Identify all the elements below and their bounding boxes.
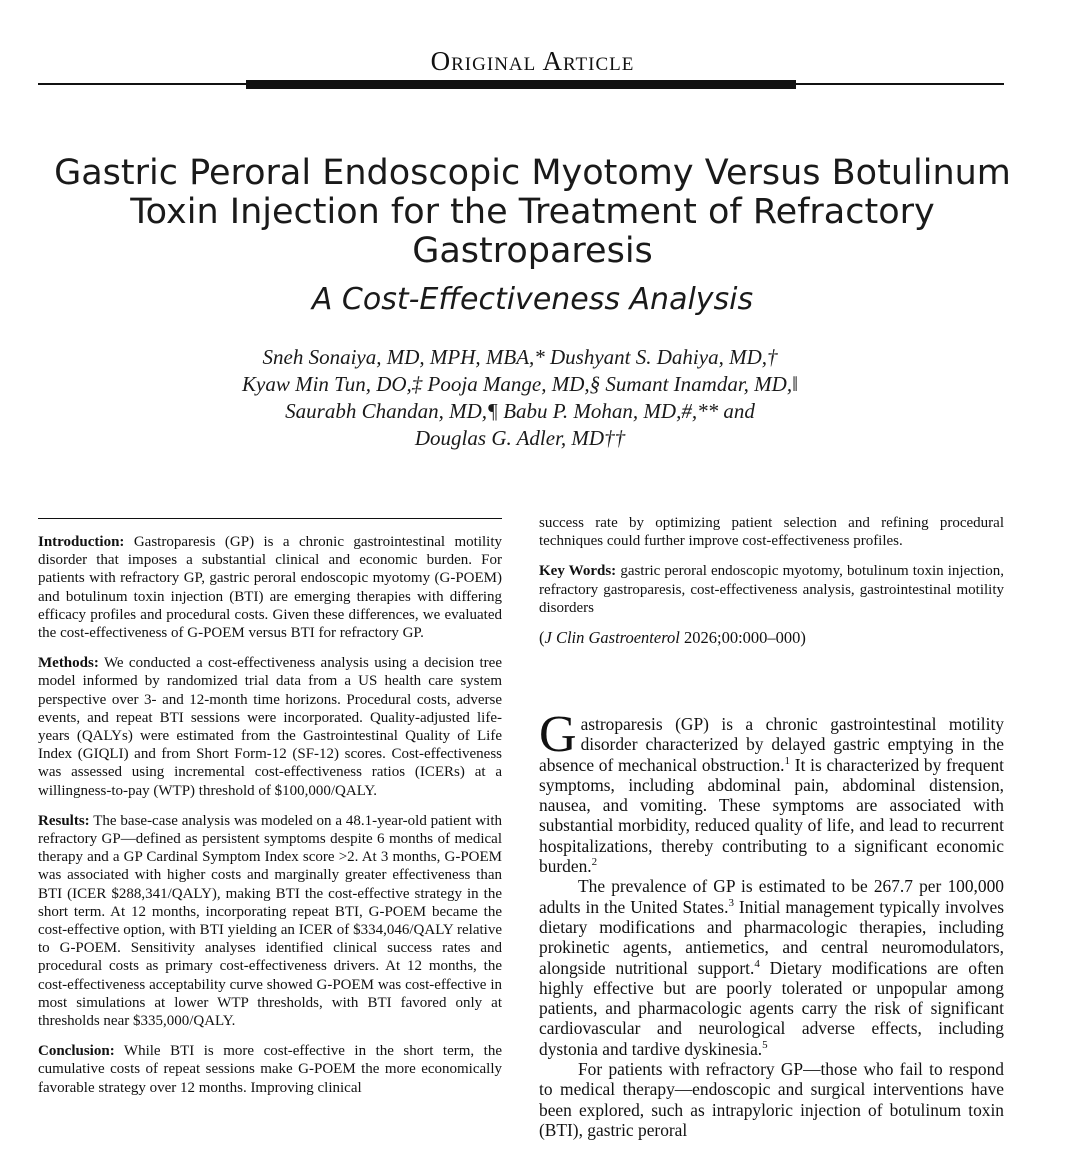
conclusion-label: Conclusion:: [38, 1043, 115, 1060]
abstract-results: [38, 812, 502, 1030]
citation-open: (: [539, 628, 545, 648]
reference-marker: 2: [591, 856, 598, 869]
article-subtitle: A Cost-Effectiveness Analysis: [311, 282, 754, 317]
citation: [539, 629, 1004, 647]
author-line: Sneh Sonaiya, MD, MPH, MBA,* Dushyant S. Dahiya, MD,†: [262, 345, 778, 369]
abstract-rule: [38, 518, 502, 519]
conclusion-continued: success rate by optimizing patient selection and refining procedural techniques could further improve cost-effectiveness profiles.: [539, 515, 1004, 550]
section-header: Original Article: [430, 46, 635, 76]
body-text-span: astroparesis (GP) is a chronic gastrointestinal motility disorder characterized by delayed gastric emptying in the absence of mechanical obstruction.: [539, 714, 1004, 775]
title-line: Toxin Injection for the Treatment of Refractory: [130, 192, 935, 232]
body-paragraph: For patients with refractory GP—those who fail to respond to medical therapy—endoscopic and surgical interventions have been explored, such as intrapyloric injection of botulinum toxin (BTI), gastric peroral: [539, 1059, 1004, 1140]
citation-details: 2026;00:000–000): [683, 628, 806, 648]
results-text: The base-case analysis was modeled on a 48.1-year-old patient with refractory GP—defined as persistent symptoms despite 6 months of medical therapy and a GP Cardinal Symptom Index score >2. At 3 months, G-POEM was associated with higher costs and marginally greater effectiveness than BTI (ICER $288,341/QALY), making BTI the cost-effective strategy in the short term. At 12 months, incorporating repeat BTI, G-POEM became the cost-effective option, with BTI yielding an ICER of $334,046/QALY relative to G-POEM. Sensitivity analyses identified clinical success rates and procedural costs as primary cost-effectiveness drivers. At 12 months, the cost-effectiveness acceptability curve showed G-POEM was cost-effective in most simulations at lower WTP thresholds, with BTI favored only at thresholds near $335,000/QALY.: [38, 812, 502, 1030]
author-line: Saurabh Chandan, MD,¶ Babu P. Mohan, MD,#,** and: [285, 399, 755, 423]
reference-marker: 3: [728, 896, 734, 909]
introduction-label: Introduction:: [38, 534, 125, 550]
abstract-introduction: [38, 533, 502, 642]
introduction-text: Gastroparesis (GP) is a chronic gastrointestinal motility disorder that imposes a substantial clinical and economic burden. For patients with refractory GP, gastric peroral endoscopic myotomy (G-POEM) and botulinum toxin injection (BTI) are emerging therapies with differing efficacy profiles and procedural costs. Given these differences, we evaluated the cost-effectiveness of G-POEM versus BTI for refractory GP.: [38, 534, 503, 642]
body-paragraph: [539, 706, 1004, 877]
title-line: Gastroparesis: [412, 231, 653, 271]
header-rule-thick: [246, 80, 796, 89]
article-title: [40, 154, 1025, 271]
reference-marker: 1: [784, 754, 791, 767]
abstract-conclusion: [38, 1042, 502, 1097]
conclusion-text: While BTI is more cost-effective in the short term, the cumulative costs of repeat sessions make G-POEM the more economically favorable strategy over 12 months. Improving clinical: [38, 1043, 502, 1096]
reference-marker: 4: [754, 957, 760, 970]
abstract-right-column: [539, 514, 1004, 659]
methods-text: We conducted a cost-effectiveness analysis using a decision tree model informed by randomized trial data from a US health care system perspective over 3- and 12-month time horizons. Procedural costs, adverse events, and repeat BTI sessions were incorporated. Quality-adjusted life-years (QALYs) were estimated from the Gastrointestinal Quality of Life Index (GIQLI) and from Short Form-12 (SF-12) scores. Cost-effectiveness was assessed using incremental cost-effectiveness ratios (ICERs) at a willingness-to-pay (WTP) threshold of $100,000/QALY.: [38, 655, 502, 799]
body-paragraph: [539, 876, 1004, 1059]
body-text-span: It is characterized by frequent symptoms, including abdominal pain, abdominal distension, nausea, and vomiting. These symptoms are associated with substantial morbidity, reduced quality of life, and lead to recurrent hospitalizations, thereby contributing to a significant economic burden.: [539, 754, 1004, 877]
keywords-label: Key Words:: [539, 563, 617, 580]
methods-label: Methods:: [38, 655, 99, 672]
abstract-left-column: [38, 533, 502, 1109]
body-text-span: Initial management typically involves dietary modifications and pharmacologic therapies, including prokinetic agents, antiemetics, and central neuromodulators, alongside nutritional support.: [539, 896, 1004, 978]
author-list: [0, 344, 1040, 452]
results-label: Results:: [38, 812, 90, 829]
keywords: [539, 562, 1004, 617]
drop-cap: G: [539, 706, 577, 763]
author-line: Douglas G. Adler, MD††: [414, 426, 626, 450]
body-text: [539, 706, 1004, 1140]
title-line: Gastric Peroral Endoscopic Myotomy Versus Botulinum: [54, 153, 1011, 193]
journal-name: J Clin Gastroenterol: [544, 628, 680, 648]
body-text-span: The prevalence of GP is estimated to be 267.7 per 100,000 adults in the United States.: [539, 876, 1004, 917]
reference-marker: 5: [762, 1038, 768, 1051]
abstract-methods: [38, 654, 502, 800]
keywords-text: gastric peroral endoscopic myotomy, botulinum toxin injection, refractory gastroparesis, cost-effectiveness analysis, gastrointestinal motility disorders: [539, 563, 1005, 616]
body-text-span: Dietary modifications are often highly effective but are poorly tolerated or unpopular among patients, and pharmacologic agents carry the risk of significant cardiovascular and neurological adverse effects, including dystonia and tardive dyskinesia.: [539, 957, 1004, 1059]
author-line: Kyaw Min Tun, DO,‡ Pooja Mange, MD,§ Sumant Inamdar, MD,‖: [242, 372, 798, 396]
